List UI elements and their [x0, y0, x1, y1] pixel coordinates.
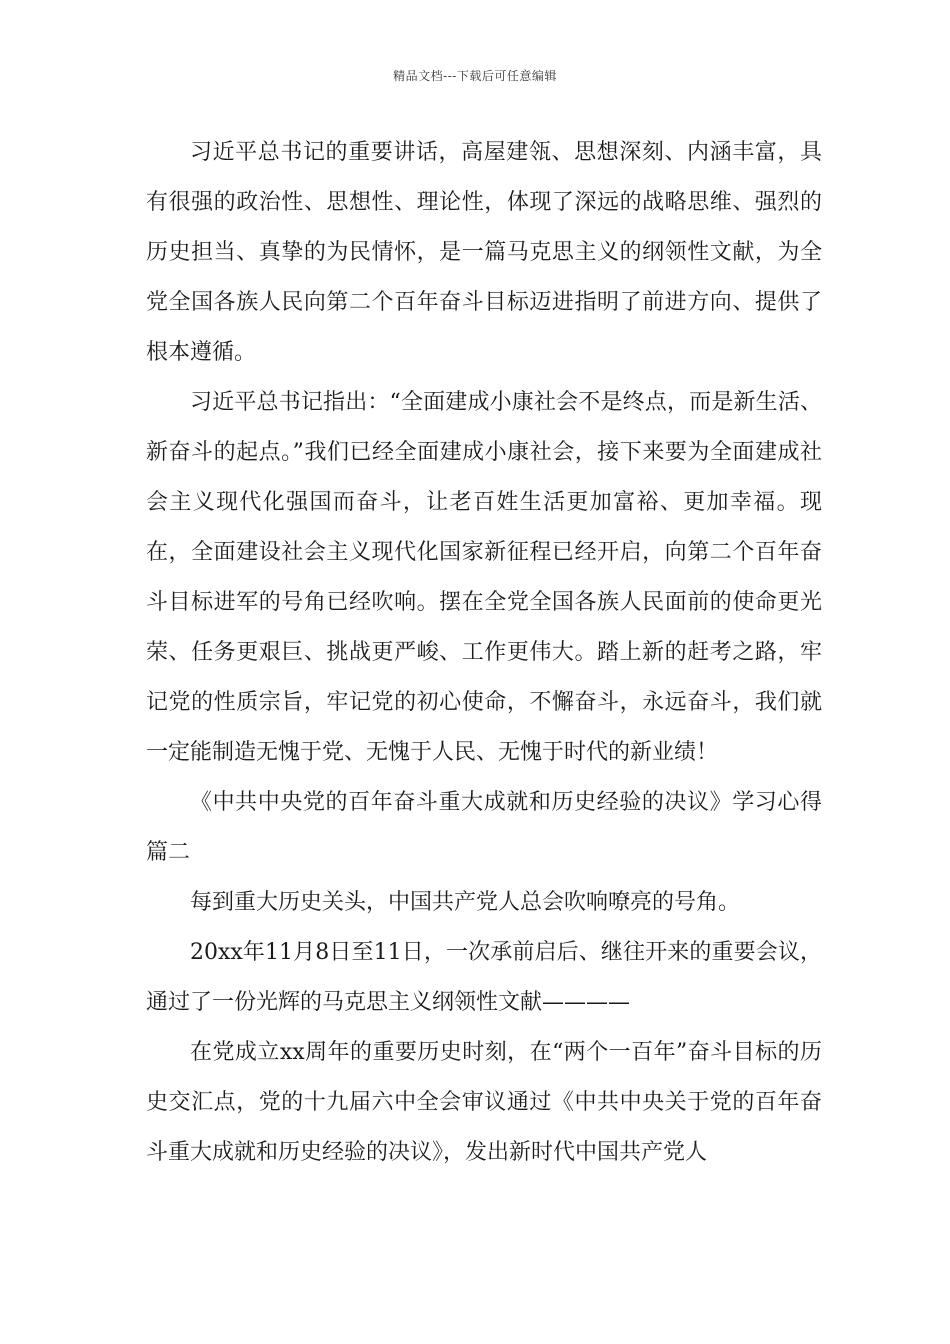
document-body	[146, 128, 822, 1178]
section-title: 《中共中央党的百年奋斗重大成就和历史经验的决议》学习心得 篇二	[146, 790, 822, 865]
paragraph-2: 习近平总书记指出：“全面建成小康社会不是终点，而是新生活、新奋斗的起点。”我们已经全面建成小康社会，接下来要为全面建成社会主义现代化强国而奋斗，让老百姓生活更加富裕、更加幸福。现在，全面建设社会主义现代化国家新征程已经开启，向第二个百年奋斗目标进军的号角已经吹响。摆在全党全国各族人民面前的使命更光荣、任务更艰巨、挑战更严峻、工作更伟大。踏上新的赶考之路，牢记党的性质宗旨，牢记党的初心使命，不懈奋斗，永远奋斗，我们就一定能制造无愧于党、无愧于人民、无愧于时代的新业绩！	[146, 390, 822, 765]
paragraph-1: 习近平总书记的重要讲话，高屋建瓴、思想深刻、内涵丰富，具有很强的政治性、思想性、理论性，体现了深远的战略思维、强烈的历史担当、真挚的为民情怀，是一篇马克思主义的纲领性文献，为全党全国各族人民向第二个百年奋斗目标迈进指明了前进方向、提供了根本遵循。	[146, 140, 822, 365]
page-header: 精品文档---下载后可任意编辑	[393, 69, 557, 83]
paragraph-5: 在党成立xx周年的重要历史时刻，在“两个一百年”奋斗目标的历史交汇点，党的十九届六中全会审议通过《中共中央关于党的百年奋斗重大成就和历史经验的决议》，发出新时代中国共产党人	[146, 1040, 822, 1165]
paragraph-4: 20xx年11月8日至11日，一次承前启后、继往开来的重要会议，通过了一份光辉的马克思主义纲领性文献————	[146, 940, 822, 1015]
paragraph-3: 每到重大历史关头，中国共产党人总会吹响嘹亮的号角。	[190, 890, 741, 915]
